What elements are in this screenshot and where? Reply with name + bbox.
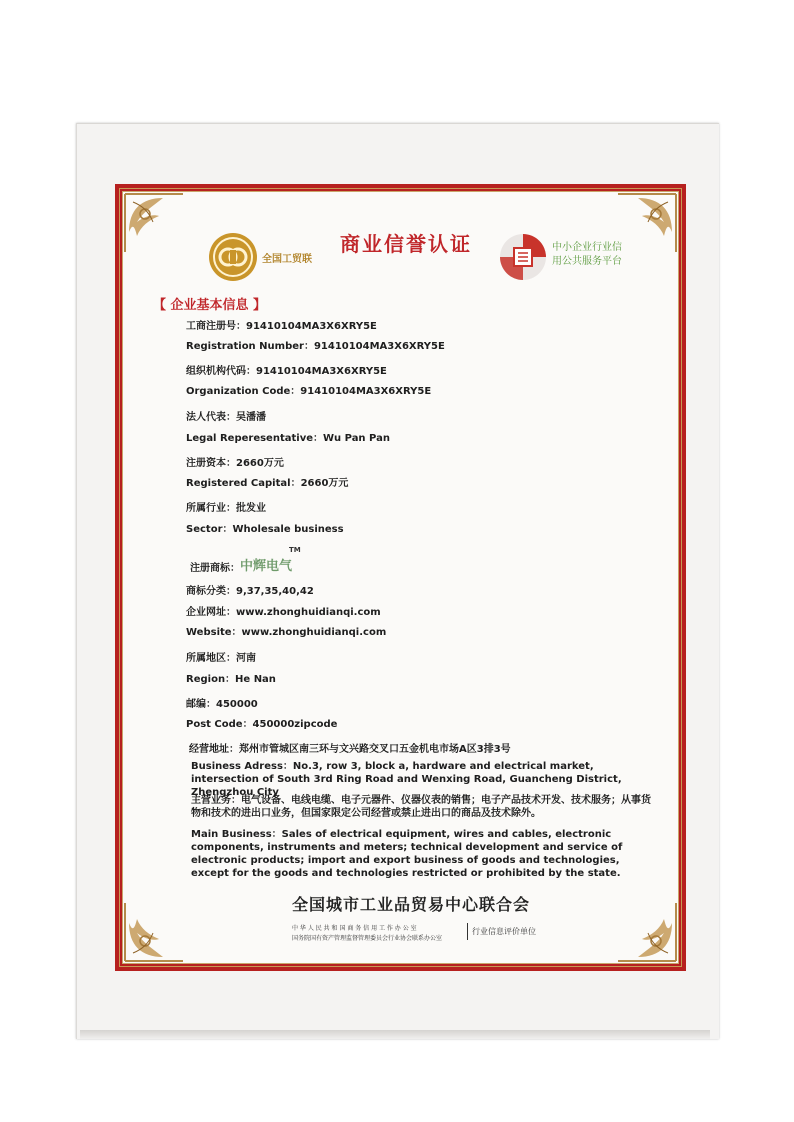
corner-ornament-icon [123,901,185,963]
main-business-en: Main Business：Sales of electrical equipment, wires and cables, electronic components, instruments and meters; technical development and service of electronic products; import and export business of goods and technologies, except for the goods and technologies restricted or prohibited by the state. [191,829,623,879]
section-heading: 【 企业基本信息 】 [153,298,267,313]
organization-code-cn: 组织机构代码：91410104MA3X6XRY5E [186,366,387,377]
left-logo-text: 全国工贸联 [262,254,312,265]
right-logo-text [552,241,622,269]
trademark-mark: 中辉电气 [240,559,293,574]
website-cn: 企业网址：www.zhonghuidianqi.com [186,607,381,618]
region-cn: 所属地区：河南 [186,653,256,664]
postcode-cn: 邮编：450000 [186,699,258,710]
sector-en: Sector：Wholesale business [186,524,344,535]
business-address-en: Business Adress：No.3, row 3, block a, hardware and electrical market, intersection of South 3rd Ring Road and Wenxing Road, Guancheng District, Zhengzhou City [191,761,622,798]
issuing-organization: 全国城市工业品贸易中心联合会 [292,895,531,914]
right-logo-line1: 中小企业行业信 [552,242,622,253]
certificate-title: 商业信誉认证 [340,232,472,256]
legal-representative-cn: 法人代表：吴潘潘 [186,412,266,423]
corner-ornament-icon [616,192,678,254]
corner-ornament-icon [616,901,678,963]
registration-number-cn: 工商注册号：91410104MA3X6XRY5E [186,321,377,332]
registered-capital-cn: 注册资本：2660万元 [186,458,284,469]
registration-number-en: Registration Number：91410104MA3X6XRY5E [186,341,445,352]
footer-line2: 国务院国有资产管理监督管理委员会行业协会联系办公室 [292,935,443,942]
organization-code-en: Organization Code：91410104MA3X6XRY5E [186,386,432,397]
footer-right-label: 行业信息评价单位 [472,927,536,936]
trademark-classes: 商标分类：9,37,35,40,42 [186,586,314,597]
footer-line1: 中 华 人 民 共 和 国 商 务 信 用 工 作 办 公 室 [292,925,417,932]
trademark-tm: TM [289,546,301,554]
credit-platform-logo-icon [499,233,547,281]
website-en: Website：www.zhonghuidianqi.com [186,627,387,638]
business-address-cn: 经营地址：郑州市管城区南三环与文兴路交叉口五金机电市场A区3排3号 [189,744,511,755]
region-en: Region：He Nan [186,674,276,685]
paper-shadow [80,1030,710,1040]
sector-cn: 所属行业：批发业 [186,503,266,514]
footer-separator [467,923,468,940]
corner-ornament-icon [123,192,185,254]
legal-representative-en: Legal Reperesentative：Wu Pan Pan [186,433,390,444]
postcode-en: Post Code：450000zipcode [186,719,338,730]
right-logo-line2: 用公共服务平台 [552,256,622,267]
trade-union-logo-icon [208,232,258,282]
registered-capital-en: Registered Capital：2660万元 [186,478,349,489]
main-business-cn: 主营业务：电气设备、电线电缆、电子元器件、仪器仪表的销售；电子产品技术开发、技术服务；从事货物和技术的进出口业务，但国家限定公司经营或禁止进出口的商品及技术除外。 [191,795,651,819]
trademark-label: 注册商标： [190,563,240,574]
